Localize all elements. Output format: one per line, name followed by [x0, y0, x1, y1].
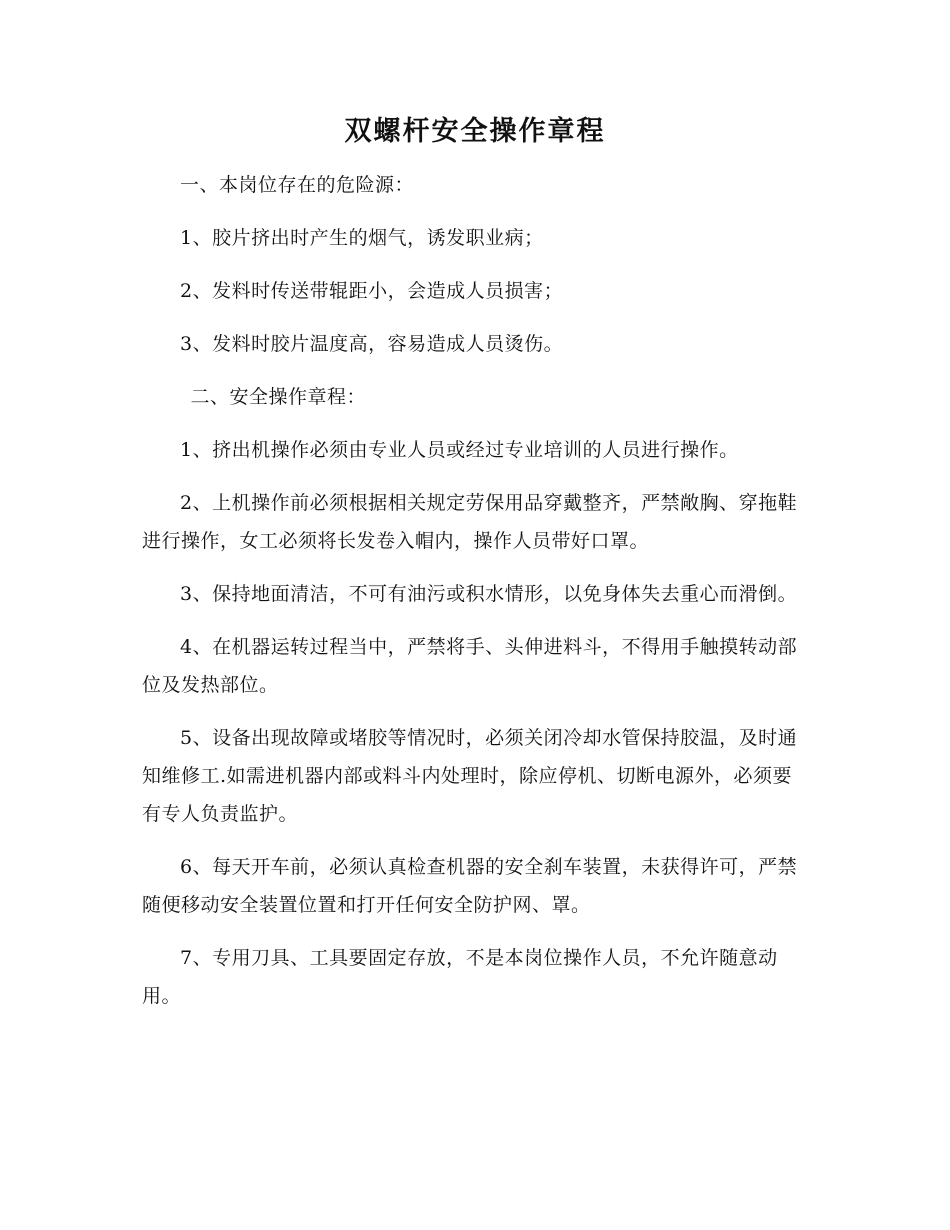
document-body [142, 166, 810, 1030]
document-title: 双螺杆安全操作章程 [344, 116, 606, 147]
hazard-item: 2、发料时传送带辊距小，会造成人员损害； [180, 280, 564, 302]
procedure-item: 1、挤出机操作必须由专业人员或经过专业培训的人员进行操作。 [180, 439, 739, 461]
procedure-item: 6、每天开车前，必须认真检查机器的安全刹车装置，未获得许可，严禁随便移动安全装置位置和打开任何安全防护网、罩。 [142, 856, 798, 916]
procedure-item: 7、专用刀具、工具要固定存放，不是本岗位操作人员，不允许随意动用。 [142, 947, 778, 1007]
hazard-item: 1、胶片挤出时产生的烟气，诱发职业病； [180, 227, 544, 249]
procedure-item: 5、设备出现故障或堵胶等情况时，必须关闭冷却水管保持胶温，及时通知维修工.如需进机器内部或料斗内处理时，除应停机、切断电源外，必须要有专人负责监护。 [142, 727, 798, 825]
hazard-item: 3、发料时胶片温度高，容易造成人员烫伤。 [180, 333, 564, 355]
section-heading-procedures: 二、安全操作章程： [190, 386, 366, 408]
procedure-item: 2、上机操作前必须根据相关规定劳保用品穿戴整齐，严禁敞胸、穿拖鞋进行操作，女工必须将长发卷入帽内，操作人员带好口罩。 [142, 492, 798, 552]
section-heading-hazards: 一、本岗位存在的危险源： [180, 174, 415, 196]
procedure-item: 3、保持地面清洁，不可有油污或积水情形，以免身体失去重心而滑倒。 [180, 583, 798, 605]
procedure-item: 4、在机器运转过程当中，严禁将手、头伸进料斗，不得用手触摸转动部位及发热部位。 [142, 636, 798, 696]
